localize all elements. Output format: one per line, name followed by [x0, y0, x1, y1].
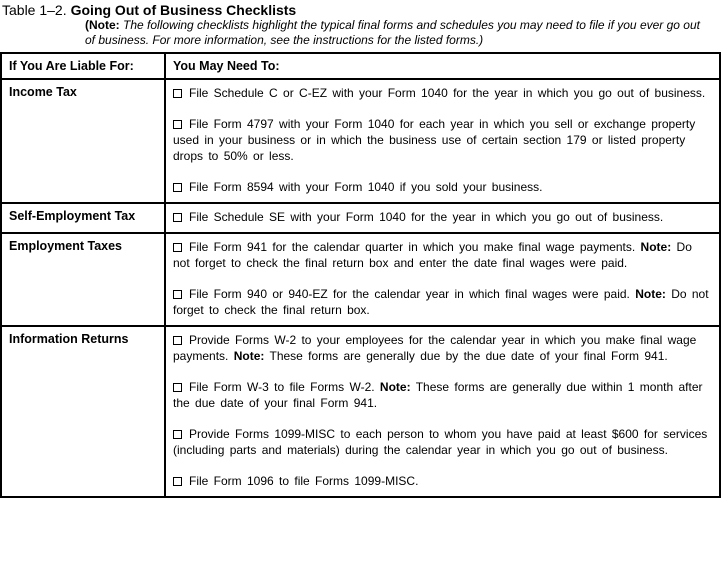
checkbox-icon — [173, 120, 182, 129]
checklist-items — [165, 203, 720, 233]
note-label: (Note: — [85, 18, 120, 32]
column-header-may-need-to: You May Need To: — [165, 53, 720, 79]
checklist-items — [165, 79, 720, 203]
item-text: File Form 941 for the calendar quarter in which you make final wage payments. — [189, 240, 641, 254]
header-row — [1, 53, 720, 79]
checkbox-icon — [173, 383, 182, 392]
checklist-item — [173, 209, 711, 225]
table-title — [0, 0, 721, 18]
item-text: File Form 8594 with your Form 1040 if you sold your business. — [189, 180, 543, 194]
item-text: Provide Forms 1099-MISC to each person to whom you have paid at least $600 for services (including parts and materials) during the calendar year in which you go out of business. — [173, 427, 708, 457]
item-text: Do not forget to check the final return box. — [173, 287, 709, 317]
item-note-label: Note: — [379, 380, 411, 394]
checklist-item — [173, 239, 711, 271]
checklist-item — [173, 116, 711, 164]
item-text: Do not forget to check the final return box and enter the date final wages were paid. — [173, 240, 692, 270]
table-row — [1, 79, 720, 203]
table-row — [1, 203, 720, 233]
category-label: Employment Taxes — [1, 233, 165, 326]
checklist-item — [173, 379, 711, 411]
checklist-item — [173, 426, 711, 458]
category-label: Information Returns — [1, 326, 165, 497]
item-text: File Schedule SE with your Form 1040 for the year in which you go out of business. — [189, 210, 664, 224]
item-note-label: Note: — [635, 287, 666, 301]
category-label: Self-Employment Tax — [1, 203, 165, 233]
checkbox-icon — [173, 243, 182, 252]
item-text: Provide Forms W-2 to your employees for the calendar year in which you make final wage payments. — [173, 333, 697, 363]
table-heading: Going Out of Business Checklists — [70, 2, 297, 18]
item-text: These forms are generally due within 1 month after the due date of your final Form 941. — [173, 380, 703, 410]
column-header-liable-for: If You Are Liable For: — [1, 53, 165, 79]
checkbox-icon — [173, 430, 182, 439]
table-body — [1, 79, 720, 497]
table-number-label: Table 1–2. — [2, 2, 67, 18]
item-text: File Form 1096 to file Forms 1099-MISC. — [189, 474, 419, 488]
checklist-item — [173, 473, 711, 489]
item-text: File Form 4797 with your Form 1040 for each year in which you sell or exchange property used in your business or in which the business use of certain section 179 or listed property drops to 50% or less. — [173, 117, 696, 163]
checkbox-icon — [173, 290, 182, 299]
item-text: File Form W-3 to file Forms W-2. — [189, 380, 380, 394]
checklists-table — [0, 52, 721, 498]
item-text: File Form 940 or 940-EZ for the calendar year in which final wages were paid. — [189, 287, 636, 301]
table-row — [1, 233, 720, 326]
item-note-label: Note: — [233, 349, 265, 363]
item-note-label: Note: — [640, 240, 672, 254]
checklist-items — [165, 326, 720, 497]
item-text: File Schedule C or C-EZ with your Form 1040 for the year in which you go out of business. — [189, 86, 706, 100]
checkbox-icon — [173, 89, 182, 98]
checklist-item — [173, 85, 711, 101]
table-row — [1, 326, 720, 497]
checklist-items — [165, 233, 720, 326]
checklist-item — [173, 332, 711, 364]
checklist-item — [173, 286, 711, 318]
checkbox-icon — [173, 213, 182, 222]
category-label: Income Tax — [1, 79, 165, 203]
table-note — [85, 18, 711, 48]
checklist-item — [173, 179, 711, 195]
checkbox-icon — [173, 183, 182, 192]
checkbox-icon — [173, 336, 182, 345]
checkbox-icon — [173, 477, 182, 486]
note-text: The following checklists highlight the typical final forms and schedules you may need to file if you ever go out of business. For more information, see the instructions for the listed forms.) — [85, 18, 700, 47]
item-text: These forms are generally due by the due date of your final Form 941. — [264, 349, 668, 363]
